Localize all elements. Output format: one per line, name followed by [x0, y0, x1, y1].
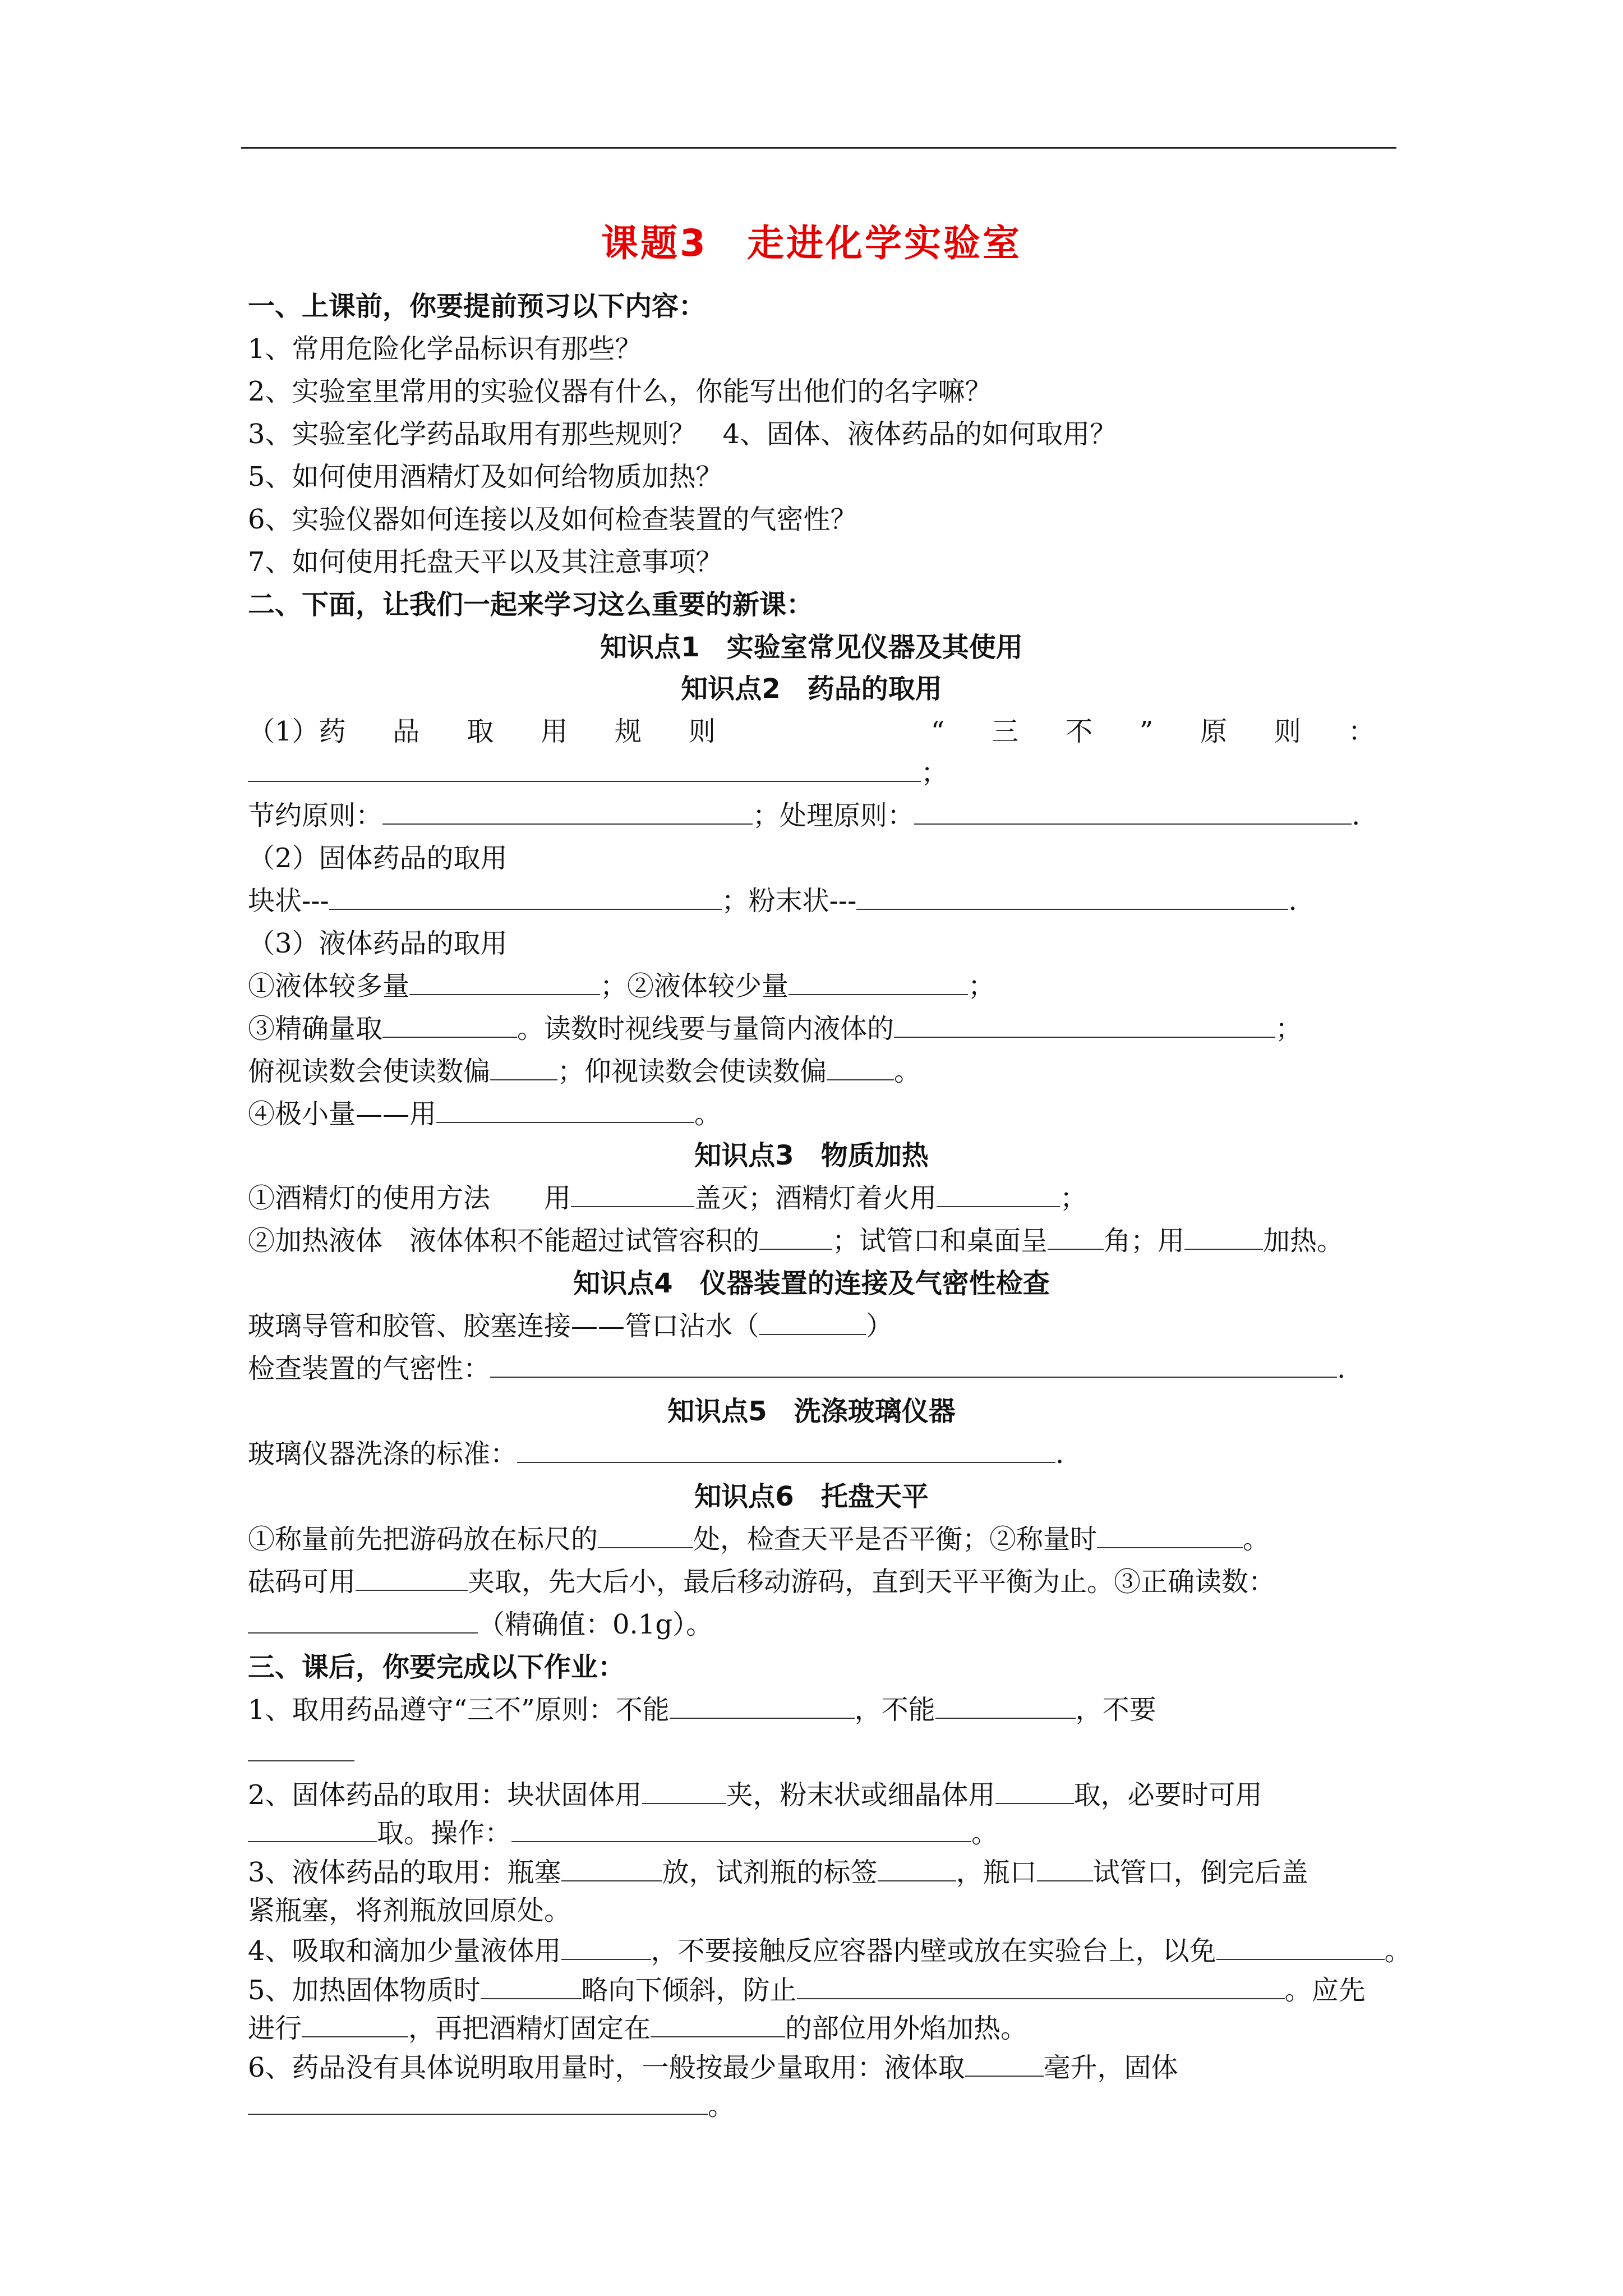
answer-blank[interactable] — [827, 1050, 894, 1080]
homework-2-line-1: 2、固体药品的取用：块状固体用 夹，粉末状或细晶体用 取，必要时可用 — [248, 1774, 1398, 1816]
knowledge-point-5-title: 知识点5 洗涤玻璃仪器 — [667, 1396, 956, 1427]
answer-blank[interactable] — [490, 1347, 1337, 1378]
tube-connection-line: 玻璃导管和胶管、胶塞连接——管口沾水（ ） — [248, 1305, 1398, 1347]
homework-5-line-1: 5、加热固体物质时 略向下倾斜，防止 。应先 — [248, 1969, 1398, 2012]
balance-line-3: （精确值：0.1g）。 — [248, 1603, 1398, 1646]
knowledge-point-4-title: 知识点4 仪器装置的连接及气密性检查 — [573, 1268, 1050, 1299]
knowledge-point-6-title: 知识点6 托盘天平 — [694, 1481, 929, 1512]
answer-blank[interactable] — [935, 1688, 1076, 1719]
reading-error-line: 俯视读数会使读数偏 ；仰视读数会使读数偏 。 — [248, 1050, 1398, 1093]
liquid-amount-line: ①液体较多量 ；②液体较少量 ； — [248, 965, 1398, 1007]
homework-3-line-2: 紧瓶塞，将剂瓶放回原处。 — [248, 1895, 571, 1926]
answer-blank[interactable] — [248, 1603, 478, 1634]
answer-blank[interactable] — [759, 1305, 866, 1335]
answer-blank[interactable] — [937, 1177, 1060, 1207]
answer-blank[interactable] — [1184, 1220, 1263, 1250]
preview-question-5: 5、如何使用酒精灯及如何给物质加热？ — [248, 461, 723, 493]
answer-blank[interactable] — [759, 1220, 832, 1250]
homework-1-line-2 — [248, 1731, 1398, 1774]
answer-blank[interactable] — [248, 752, 921, 782]
knowledge-point-1-title: 知识点1 实验室常见仪器及其使用 — [600, 632, 1023, 663]
answer-blank[interactable] — [965, 2046, 1044, 2077]
section-2-heading: 二、下面，让我们一起来学习这么重要的新课： — [248, 589, 814, 620]
balance-line-2: 砝码可用 夹取，先大后小，最后移动游码，直到天平平衡为止。③正确读数： — [248, 1561, 1398, 1603]
answer-blank[interactable] — [248, 2085, 708, 2115]
knowledge-point-2-title: 知识点2 药品的取用 — [681, 673, 942, 705]
answer-blank[interactable] — [1037, 1851, 1093, 1881]
answer-blank[interactable] — [571, 1177, 694, 1207]
page-title: 课题3 走进化学实验室 — [601, 222, 1022, 265]
section-3-heading: 三、课后，你要完成以下作业： — [248, 1651, 625, 1683]
answer-blank[interactable] — [409, 965, 600, 995]
airtightness-check-line: 检查装置的气密性： . — [248, 1347, 1398, 1390]
answer-blank[interactable] — [642, 1774, 726, 1804]
balance-line-1: ①称量前先把游码放在标尺的 处，检查天平是否平衡；②称量时 。 — [248, 1518, 1398, 1561]
heating-liquid-line: ②加热液体 液体体积不能超过试管容积的 ；试管口和桌面呈 角；用 加热。 — [248, 1220, 1398, 1262]
liquid-reagent-heading: （3）液体药品的取用 — [248, 928, 508, 959]
three-no-rule-line: （1）药 品 取 用 规 则 “ 三 不 ” 原 则 ： — [248, 716, 1375, 747]
answer-blank[interactable] — [1097, 1518, 1243, 1548]
header-rule — [241, 147, 1396, 149]
answer-blank[interactable] — [561, 1851, 662, 1881]
preview-question-6: 6、实验仪器如何连接以及如何检查装置的气密性？ — [248, 504, 857, 535]
answer-blank[interactable] — [382, 1007, 517, 1038]
homework-5-line-2: 进行 ，再把酒精灯固定在 的部位用外焰加热。 — [248, 2007, 1398, 2050]
homework-6-line-1: 6、药品没有具体说明取用量时，一般按最少量取用：液体取 毫升，固体 — [248, 2046, 1398, 2089]
three-no-rule-answer: ； — [248, 752, 1398, 794]
tiny-amount-line: ④极小量——用 。 — [248, 1093, 1398, 1135]
answer-blank[interactable] — [856, 880, 1288, 910]
answer-blank[interactable] — [914, 794, 1352, 825]
answer-blank[interactable] — [382, 794, 753, 825]
answer-blank[interactable] — [248, 1812, 377, 1842]
answer-blank[interactable] — [1048, 1220, 1104, 1250]
answer-blank[interactable] — [651, 2007, 785, 2037]
saving-and-disposal-rules: 节约原则： ；处理原则： . — [248, 794, 1398, 837]
preview-question-2: 2、实验室里常用的实验仪器有什么，你能写出他们的名字嘛？ — [248, 376, 992, 407]
solid-reagent-heading: （2）固体药品的取用 — [248, 843, 508, 874]
answer-blank[interactable] — [878, 1851, 956, 1881]
answer-blank[interactable] — [356, 1561, 468, 1591]
homework-6-line-2: 。 — [248, 2085, 1398, 2127]
answer-blank[interactable] — [797, 1969, 1285, 1999]
answer-blank[interactable] — [511, 1812, 971, 1842]
answer-blank[interactable] — [248, 1731, 354, 1761]
answer-blank[interactable] — [670, 1688, 855, 1719]
washing-standard-line: 玻璃仪器洗涤的标准： . — [248, 1433, 1398, 1475]
answer-blank[interactable] — [481, 1969, 582, 1999]
preview-question-7: 7、如何使用托盘天平以及其注意事项？ — [248, 546, 723, 578]
answer-blank[interactable] — [490, 1050, 557, 1080]
answer-blank[interactable] — [995, 1774, 1074, 1804]
preview-question-1: 1、常用危险化学品标识有那些？ — [248, 333, 642, 365]
homework-3-line-1: 3、液体药品的取用：瓶塞 放，试剂瓶的标签 ，瓶口 试管口，倒完后盖 — [248, 1851, 1398, 1894]
section-1-heading: 一、上课前，你要提前预习以下内容： — [248, 291, 706, 322]
answer-blank[interactable] — [436, 1093, 694, 1123]
preview-question-3-4: 3、实验室化学药品取用有那些规则？ 4、固体、液体药品的如何取用？ — [248, 418, 1117, 450]
answer-blank[interactable] — [598, 1518, 693, 1548]
answer-blank[interactable] — [517, 1433, 1055, 1463]
precise-measure-line: ③精确量取 。读数时视线要与量筒内液体的 ； — [248, 1007, 1398, 1050]
answer-blank[interactable] — [302, 2007, 408, 2037]
answer-blank[interactable] — [789, 965, 968, 995]
answer-blank[interactable] — [1216, 1930, 1385, 1960]
homework-2-line-2: 取。操作： 。 — [248, 1812, 1398, 1855]
homework-4-line: 4、吸取和滴加少量液体用 ，不要接触反应容器内壁或放在实验台上，以免 。 — [248, 1930, 1398, 1972]
answer-blank[interactable] — [329, 880, 722, 910]
homework-1-line-1: 1、取用药品遵守“三不”原则：不能 ，不能 ，不要 — [248, 1688, 1398, 1731]
answer-blank[interactable] — [894, 1007, 1275, 1038]
solid-reagent-line: 块状--- ；粉末状--- . — [248, 880, 1398, 922]
answer-blank[interactable] — [561, 1930, 651, 1960]
alcohol-lamp-line: ①酒精灯的使用方法 用 盖灭；酒精灯着火用 ； — [248, 1177, 1398, 1220]
knowledge-point-3-title: 知识点3 物质加热 — [694, 1140, 929, 1171]
